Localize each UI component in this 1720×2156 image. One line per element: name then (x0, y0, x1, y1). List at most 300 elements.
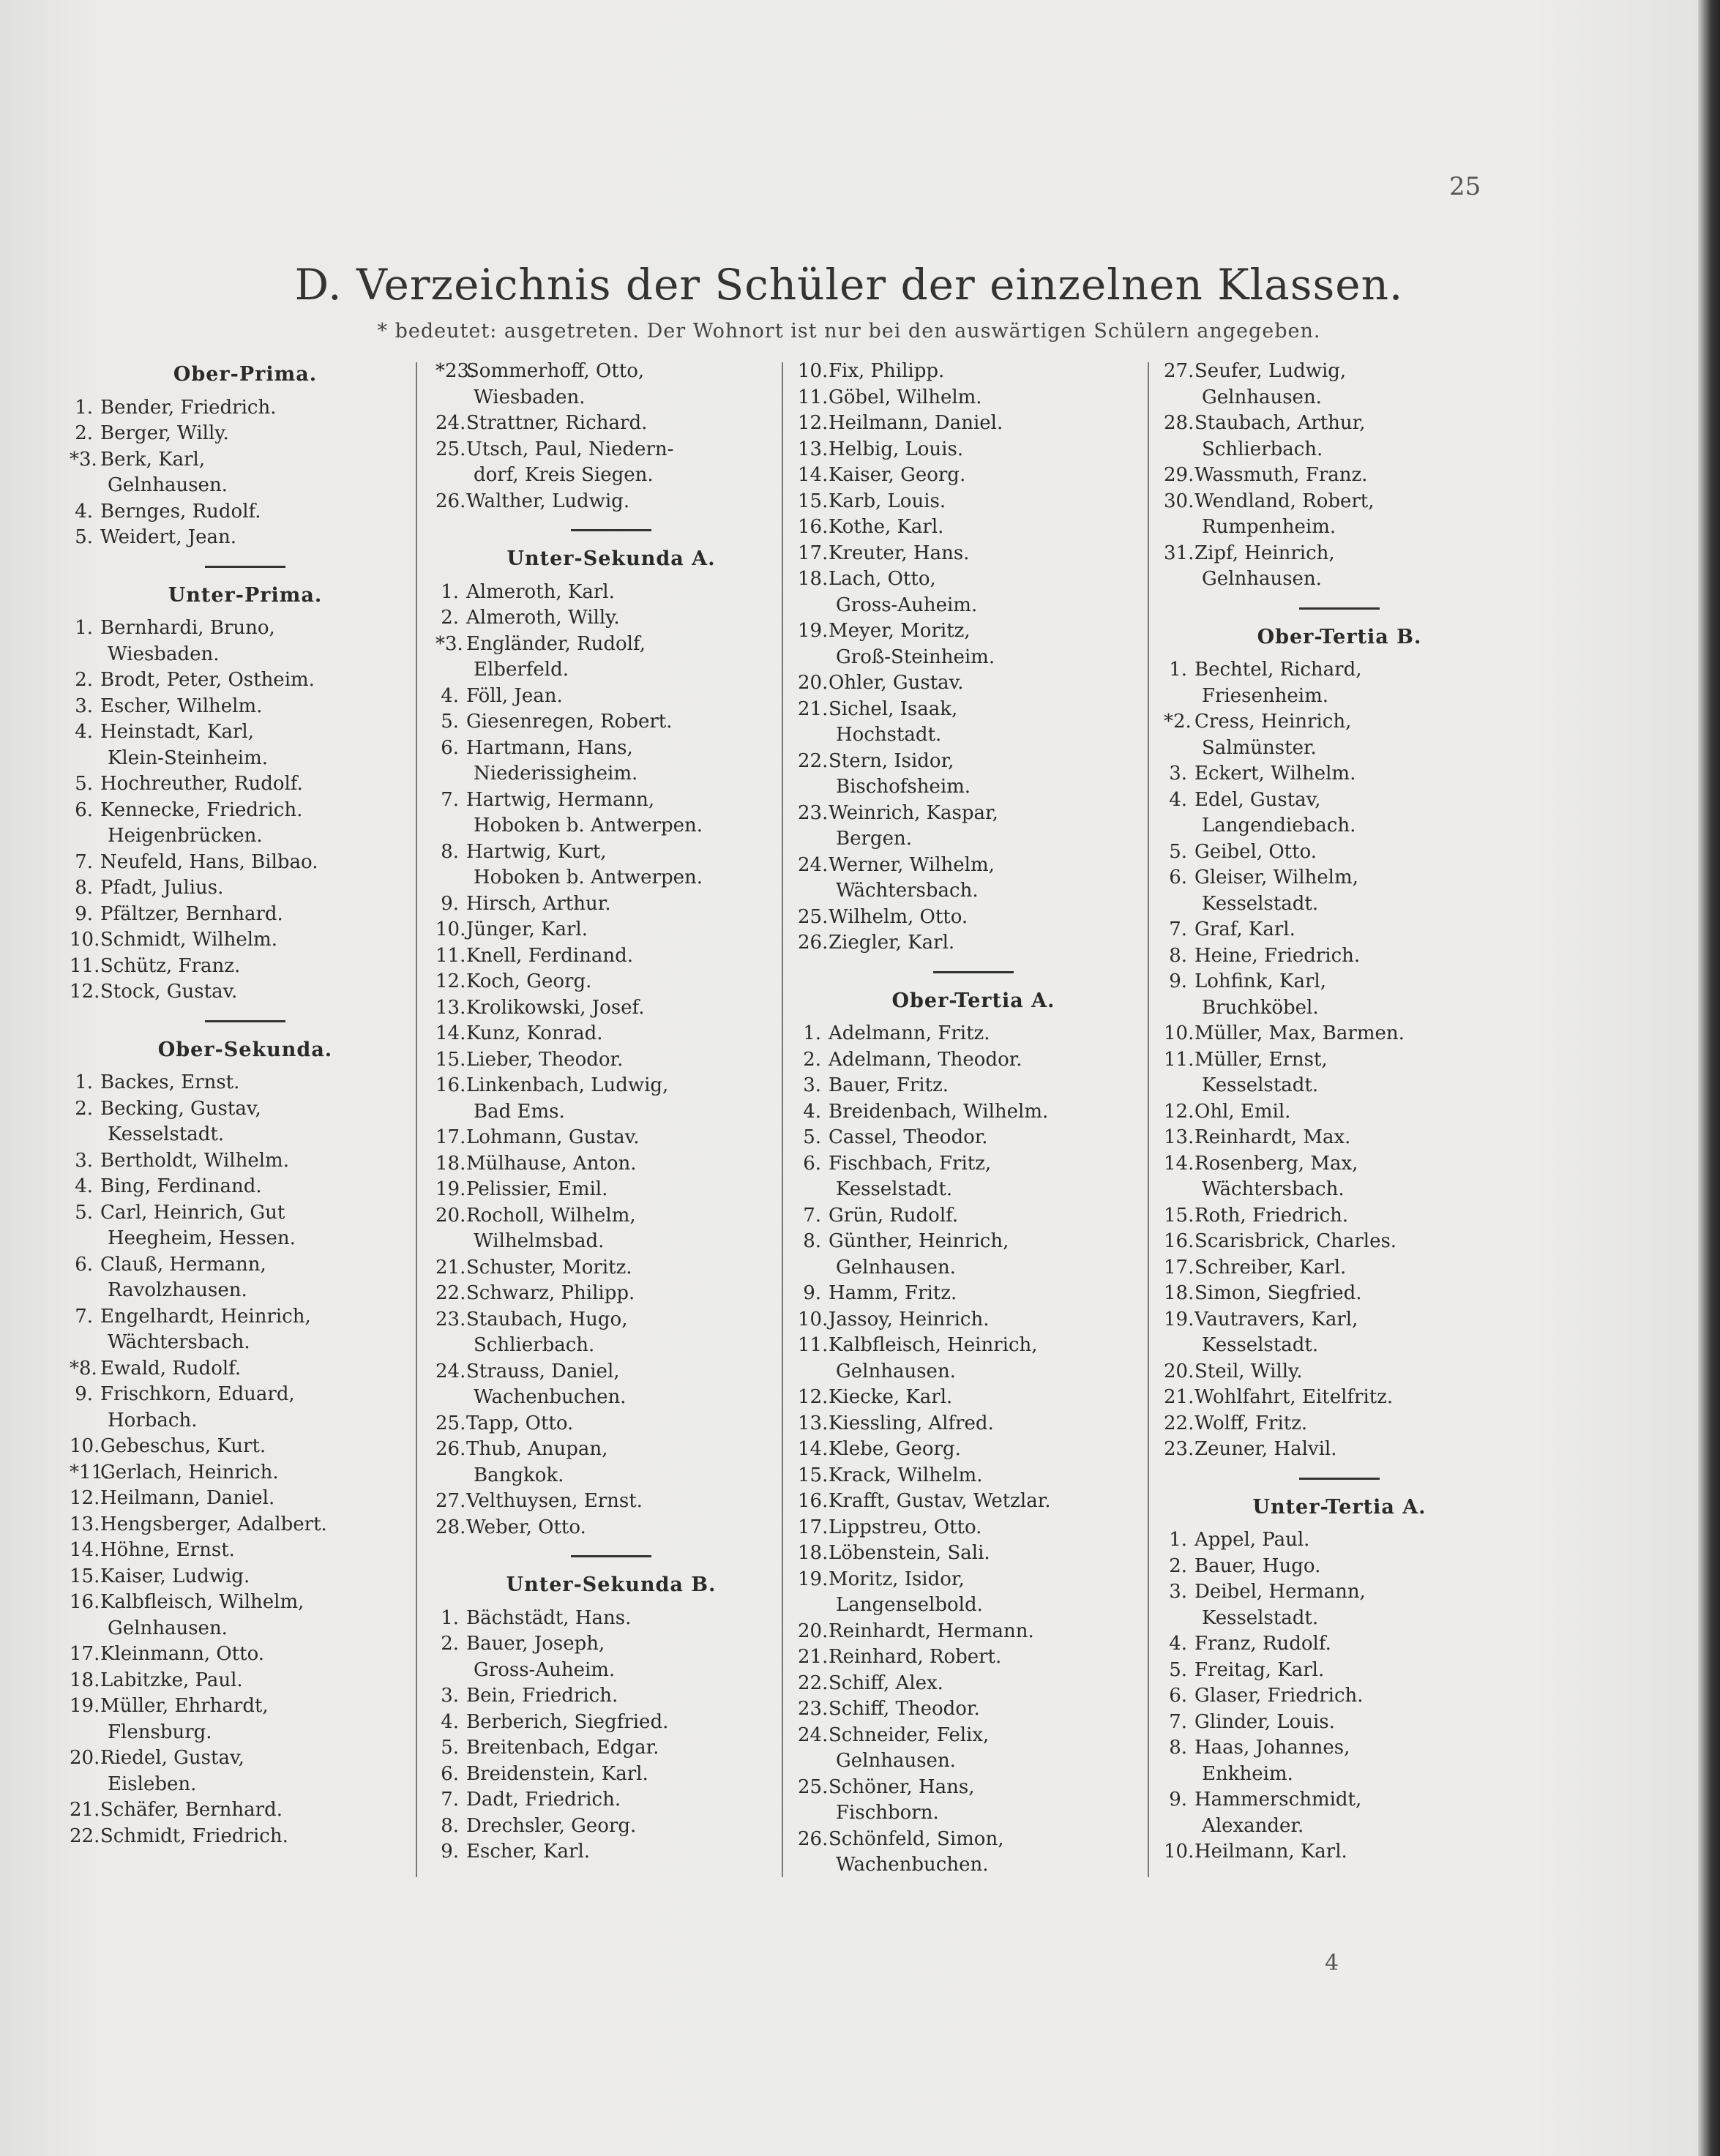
entry-number: *3. (435, 632, 463, 655)
student-name: Wendland, Robert, (1194, 490, 1375, 512)
student-entry (798, 697, 1149, 749)
student-entry (1164, 1437, 1515, 1463)
student-entry (1164, 1125, 1515, 1151)
student-entry (435, 1307, 787, 1359)
student-entry (70, 719, 421, 771)
entry-number: 14. (798, 1438, 829, 1460)
student-name: Wilhelm, Otto. (829, 905, 968, 928)
student-name: Weidert, Jean. (100, 526, 237, 548)
section-title: Unter-Prima. (168, 583, 323, 607)
class-section (70, 362, 421, 551)
student-residence: Fischborn. (836, 1802, 939, 1824)
entry-number: 5. (75, 526, 93, 548)
entry-number: 27. (435, 1490, 466, 1512)
student-entry (435, 969, 787, 995)
entry-number: 7. (1169, 1710, 1187, 1733)
student-name: Thub, Anupan, (466, 1438, 608, 1460)
student-name: Strauss, Daniel, (466, 1360, 620, 1382)
section-title: Ober-Tertia A. (891, 989, 1055, 1012)
student-name: Kalbfleisch, Heinrich, (829, 1334, 1038, 1356)
entry-number: 14. (435, 1022, 466, 1044)
student-entry (70, 694, 421, 720)
student-entry (798, 1021, 1149, 1047)
entry-number: 16. (1164, 1230, 1194, 1252)
student-name: Kennecke, Friedrich. (100, 798, 303, 821)
entry-number: 21. (70, 1799, 100, 1821)
student-entry (70, 1824, 421, 1850)
student-name: Schreiber, Karl. (1194, 1256, 1347, 1279)
student-entry (435, 1813, 787, 1840)
entry-number: 25. (435, 1412, 466, 1434)
section-title: Unter-Tertia A. (1252, 1495, 1427, 1519)
entry-number: 19. (798, 620, 829, 642)
student-entry (435, 891, 787, 918)
student-entry (70, 1538, 421, 1564)
student-residence: Wächtersbach. (108, 1331, 250, 1353)
student-entry (70, 421, 421, 447)
student-entry (1164, 1047, 1515, 1099)
student-entry (798, 385, 1149, 411)
student-residence: Bangkok. (474, 1464, 564, 1486)
entry-number: 7. (75, 850, 93, 873)
student-entry (1164, 1787, 1515, 1839)
entry-number: 22. (435, 1282, 466, 1304)
page-edge (1698, 0, 1720, 2156)
student-name: Kaiser, Georg. (829, 464, 966, 486)
student-name: Sichel, Isaak, (829, 697, 958, 720)
entry-number: 14. (798, 464, 829, 486)
entry-number: 5. (441, 711, 459, 733)
student-entry (798, 463, 1149, 489)
student-residence: dorf, Kreis Siegen. (474, 464, 654, 486)
student-name: Bernges, Rudolf. (100, 500, 261, 523)
student-residence: Enkheim. (1202, 1762, 1293, 1785)
student-name: Reinhardt, Hermann. (829, 1620, 1034, 1642)
student-residence: Groß-Steinheim. (836, 645, 995, 668)
entry-number: 4. (441, 684, 459, 707)
student-entry (798, 1307, 1149, 1333)
entry-number: 2. (75, 422, 93, 444)
student-entry (798, 1047, 1149, 1074)
student-entry (1164, 761, 1515, 787)
student-name: Berberich, Siegfried. (466, 1710, 669, 1733)
column-3 (798, 359, 1149, 1893)
student-entry (798, 359, 1149, 385)
student-entry (1164, 411, 1515, 463)
entry-number: 9. (441, 892, 459, 915)
student-name: Adelmann, Theodor. (829, 1048, 1022, 1071)
student-entry (435, 437, 787, 489)
student-residence: Ravolzhausen. (108, 1279, 247, 1301)
student-name: Kalbfleisch, Wilhelm, (100, 1591, 304, 1613)
student-name: Heilmann, Daniel. (829, 412, 1003, 434)
student-name: Carl, Heinrich, Gut (100, 1201, 285, 1224)
student-entry (70, 525, 421, 551)
student-entry (1164, 1307, 1515, 1359)
student-name: Gebeschus, Kurt. (100, 1435, 266, 1457)
student-name: Kunz, Konrad. (466, 1022, 603, 1044)
student-entry (1164, 541, 1515, 593)
student-name: Riedel, Gustav, (100, 1747, 244, 1769)
entry-number: 10. (798, 1308, 829, 1330)
entry-number: 17. (798, 1516, 829, 1538)
student-name: Seufer, Ludwig, (1194, 360, 1347, 382)
student-entry (435, 489, 787, 515)
student-entry (70, 954, 421, 980)
entry-number: 20. (70, 1747, 100, 1769)
entry-number: 21. (435, 1256, 466, 1279)
entry-number: 1. (75, 617, 93, 639)
entry-number: 8. (441, 840, 459, 863)
student-entry (435, 1255, 787, 1281)
student-residence: Langenselbold. (836, 1594, 983, 1616)
entry-number: 3. (75, 1149, 93, 1172)
student-name: Ohler, Gustav. (829, 672, 964, 694)
entry-number: 27. (1164, 360, 1194, 382)
student-name: Schwarz, Philipp. (466, 1282, 635, 1304)
student-name: Günther, Heinrich, (829, 1230, 1009, 1252)
student-name: Wohlfahrt, Eitelfritz. (1194, 1386, 1394, 1408)
student-entry (70, 927, 421, 954)
student-residence: Gelnhausen. (108, 474, 228, 496)
student-name: Deibel, Hermann, (1194, 1581, 1366, 1603)
entry-number: 29. (1164, 464, 1194, 486)
entry-number: 15. (70, 1565, 100, 1587)
class-section (798, 359, 1149, 957)
student-entry (435, 580, 787, 606)
student-entry (435, 1762, 787, 1788)
entry-number: 10. (70, 929, 100, 951)
entry-number: 9. (441, 1841, 459, 1863)
student-entry (798, 853, 1149, 905)
student-residence: Wiesbaden. (474, 386, 586, 408)
student-name: Weber, Otto. (466, 1516, 586, 1538)
student-entry (1164, 1527, 1515, 1554)
entry-number: 18. (798, 568, 829, 590)
student-name: Müller, Max, Barmen. (1194, 1022, 1405, 1044)
entry-number: 16. (435, 1074, 466, 1096)
student-entry (70, 1512, 421, 1538)
class-section (435, 359, 787, 514)
student-name: Almeroth, Karl. (466, 580, 615, 603)
entry-number: 1. (441, 580, 459, 603)
student-name: Bauer, Joseph, (466, 1633, 605, 1655)
student-residence: Langendiebach. (1202, 815, 1356, 836)
entry-number: 23. (1164, 1438, 1194, 1460)
student-entry (435, 1021, 787, 1047)
entry-number: 28. (435, 1516, 466, 1538)
student-name: Bender, Friedrich. (100, 396, 277, 419)
entry-number: 1. (441, 1606, 459, 1629)
entry-number: 3. (1169, 1581, 1187, 1603)
entry-number: 16. (70, 1591, 100, 1613)
student-name: Kreuter, Hans. (829, 542, 970, 564)
student-residence: Wächtersbach. (836, 880, 979, 902)
student-name: Bechtel, Richard, (1194, 659, 1362, 681)
student-entry (798, 1099, 1149, 1126)
student-name: Jassoy, Heinrich. (829, 1308, 990, 1330)
student-name: Schönfeld, Simon, (829, 1827, 1004, 1850)
student-entry (798, 1775, 1149, 1827)
student-name: Tapp, Otto. (466, 1412, 574, 1434)
student-entry (435, 1437, 787, 1489)
student-name: Weinrich, Kaspar, (829, 801, 998, 824)
section-rule (1299, 1478, 1380, 1480)
student-entry (435, 1515, 787, 1541)
student-entry (70, 1486, 421, 1512)
student-name: Meyer, Moritz, (829, 620, 971, 642)
student-entry (435, 1151, 787, 1178)
entry-number: 18. (435, 1152, 466, 1175)
student-residence: Horbach. (108, 1409, 198, 1431)
entry-number: 13. (70, 1513, 100, 1535)
student-entry (798, 1203, 1149, 1229)
student-name: Heilmann, Karl. (1194, 1841, 1347, 1863)
entry-number: 2. (441, 1633, 459, 1655)
student-entry (798, 514, 1149, 541)
student-entry (70, 1174, 421, 1200)
student-entry (70, 1564, 421, 1590)
entry-number: 6. (441, 736, 459, 759)
student-entry (435, 1359, 787, 1411)
student-name: Schmidt, Friedrich. (100, 1824, 288, 1847)
entry-number: 8. (75, 877, 93, 899)
student-entry (70, 771, 421, 798)
section-title: Unter-Sekunda B. (506, 1573, 717, 1596)
student-name: Lohfink, Karl, (1194, 970, 1326, 992)
entry-number: 2. (1169, 1554, 1187, 1577)
student-entry (1164, 1710, 1515, 1736)
entry-number: 2. (75, 669, 93, 691)
student-name: Berk, Karl, (100, 448, 206, 471)
student-name: Walther, Ludwig. (466, 490, 630, 512)
student-name: Helbig, Louis. (829, 438, 964, 460)
student-residence: Flensburg. (108, 1721, 212, 1743)
student-name: Edel, Gustav, (1194, 788, 1321, 811)
student-entry (1164, 1579, 1515, 1631)
student-residence: Bergen. (836, 828, 912, 850)
student-name: Höhne, Ernst. (100, 1539, 235, 1561)
student-entry (798, 1385, 1149, 1411)
entry-number: 5. (1169, 840, 1187, 863)
entry-number: 1. (75, 396, 93, 419)
entry-number: 12. (70, 981, 100, 1003)
student-name: Backes, Ernst. (100, 1071, 240, 1093)
student-entry (435, 684, 787, 710)
entry-number: 12. (1164, 1100, 1194, 1123)
entry-number: 6. (1169, 1685, 1187, 1707)
student-name: Hochreuther, Rudolf. (100, 773, 303, 795)
student-name: Escher, Karl. (466, 1841, 591, 1863)
student-name: Reinhardt, Max. (1194, 1126, 1351, 1148)
student-name: Geibel, Otto. (1194, 840, 1317, 863)
student-entry (435, 1411, 787, 1437)
student-entry (435, 709, 787, 735)
entry-number: 10. (1164, 1841, 1194, 1863)
student-entry (435, 1606, 787, 1632)
student-entry (70, 798, 421, 850)
student-name: Engländer, Rudolf, (466, 632, 646, 655)
entry-number: 9. (75, 1383, 93, 1405)
student-entry (70, 499, 421, 525)
section-rule (571, 1555, 651, 1557)
student-entry (70, 1070, 421, 1096)
entry-number: 24. (798, 853, 829, 876)
student-name: Kaiser, Ludwig. (100, 1565, 250, 1587)
student-entry (798, 1281, 1149, 1307)
student-entry (435, 995, 787, 1022)
section-title: Ober-Tertia B. (1257, 625, 1422, 648)
student-name: Ohl, Emil. (1194, 1100, 1291, 1123)
entry-number: 5. (1169, 1658, 1187, 1681)
student-entry (798, 1567, 1149, 1619)
entry-number: 13. (435, 996, 466, 1019)
student-name: Cassel, Theodor. (829, 1126, 988, 1148)
entry-number: 28. (1164, 412, 1194, 434)
student-entry (435, 632, 787, 684)
page-title: D. Verzeichnis der Schüler der einzelnen Klassen. (294, 260, 1404, 310)
student-name: Schmidt, Wilhelm. (100, 929, 277, 951)
student-name: Scarisbrick, Charles. (1194, 1230, 1397, 1252)
entry-number: 16. (798, 1490, 829, 1512)
class-section (1164, 359, 1515, 593)
student-name: Lieber, Theodor. (466, 1048, 624, 1071)
student-entry (70, 875, 421, 902)
entry-number: 25. (435, 438, 466, 460)
entry-number: 3. (1169, 763, 1187, 785)
student-entry (70, 447, 421, 499)
page-subtitle: * bedeutet: ausgetreten. Der Wohnort ist nur bei den auswärtigen Schülern angegeben. (377, 320, 1321, 343)
student-name: Haas, Johannes, (1194, 1737, 1350, 1759)
student-entry (798, 618, 1149, 670)
student-name: Heilmann, Daniel. (100, 1487, 275, 1509)
student-entry (798, 1723, 1149, 1775)
student-residence: Klein-Steinheim. (108, 746, 269, 769)
student-name: Wassmuth, Franz. (1194, 464, 1368, 486)
student-entry (798, 1541, 1149, 1567)
student-name: Zeuner, Halvil. (1194, 1438, 1337, 1460)
student-residence: Gelnhausen. (836, 1256, 956, 1279)
student-name: Graf, Karl. (1194, 918, 1295, 940)
student-entry (70, 1304, 421, 1356)
student-name: Müller, Ernst, (1194, 1048, 1328, 1071)
student-entry (798, 489, 1149, 515)
entry-number: 22. (798, 1672, 829, 1694)
entry-number: 6. (75, 798, 93, 821)
student-entry (1164, 1683, 1515, 1710)
section-title: Ober-Prima. (173, 363, 318, 386)
column-1 (70, 359, 421, 1864)
entry-number: 20. (798, 1620, 829, 1642)
entry-number: 8. (1169, 944, 1187, 967)
student-entry (798, 1489, 1149, 1515)
student-entry (435, 1683, 787, 1710)
student-name: Brodt, Peter, Ostheim. (100, 669, 315, 691)
entry-number: 4. (75, 721, 93, 743)
entry-number: 21. (1164, 1386, 1194, 1408)
entry-number: 31. (1164, 542, 1194, 564)
student-entry (70, 667, 421, 694)
student-name: Schneider, Felix, (829, 1723, 990, 1746)
entry-number: 12. (798, 412, 829, 434)
entry-number: *8. (70, 1357, 97, 1380)
student-entry (1164, 839, 1515, 866)
student-entry (435, 411, 787, 437)
student-entry (798, 1644, 1149, 1671)
entry-number: 5. (75, 1201, 93, 1224)
entry-number: 11. (798, 1334, 829, 1356)
student-residence: Salmünster. (1202, 736, 1317, 759)
entry-number: 24. (435, 412, 466, 434)
student-name: Appel, Paul. (1194, 1529, 1310, 1551)
entry-number: 14. (70, 1539, 100, 1561)
student-residence: Gross-Auheim. (836, 594, 978, 616)
student-name: Karb, Louis. (829, 490, 946, 512)
entry-number: 9. (1169, 970, 1187, 992)
section-rule (933, 971, 1014, 973)
student-name: Moritz, Isidor, (829, 1568, 965, 1590)
student-entry (70, 1668, 421, 1694)
student-entry (70, 1382, 421, 1434)
student-entry (1164, 1255, 1515, 1281)
entry-number: 3. (441, 1685, 459, 1707)
student-name: Hartwig, Hermann, (466, 788, 655, 811)
student-entry (435, 605, 787, 632)
student-name: Kleinmann, Otto. (100, 1643, 265, 1665)
class-section (1164, 624, 1515, 1463)
student-name: Escher, Wilhelm. (100, 695, 263, 717)
student-entry (798, 1827, 1149, 1879)
student-name: Schiff, Alex. (829, 1672, 943, 1694)
student-name: Lach, Otto, (829, 568, 936, 590)
student-name: Freitag, Karl. (1194, 1658, 1325, 1681)
student-entry (798, 411, 1149, 437)
class-section (798, 988, 1149, 1879)
student-name: Breidenstein, Karl. (466, 1762, 648, 1785)
student-name: Clauß, Hermann, (100, 1253, 266, 1276)
student-residence: Kesselstadt. (108, 1123, 225, 1145)
entry-number: 5. (441, 1737, 459, 1759)
student-entry (798, 1411, 1149, 1437)
entry-number: 8. (803, 1230, 821, 1252)
student-entry (798, 1619, 1149, 1645)
student-name: Becking, Gustav, (100, 1097, 261, 1120)
entry-number: 13. (798, 1412, 829, 1434)
entry-number: 5. (803, 1126, 821, 1148)
student-name: Staubach, Hugo, (466, 1308, 628, 1330)
student-residence: Hochstadt. (836, 724, 942, 746)
student-name: Rosenberg, Max, (1194, 1152, 1358, 1175)
student-residence: Heegheim, Hessen. (108, 1227, 296, 1249)
entry-number: 23. (435, 1308, 466, 1330)
class-section (70, 583, 421, 1006)
entry-number: 3. (803, 1074, 821, 1096)
student-name: Stock, Gustav. (100, 981, 238, 1003)
entry-number: 17. (1164, 1256, 1194, 1279)
student-name: Rocholl, Wilhelm, (466, 1204, 636, 1227)
student-entry (1164, 1658, 1515, 1684)
entry-number: 23. (798, 1698, 829, 1720)
student-entry (798, 1333, 1149, 1385)
student-name: Drechsler, Georg. (466, 1814, 637, 1837)
entry-number: 12. (798, 1386, 829, 1408)
student-entry (435, 1710, 787, 1736)
section-rule (1299, 607, 1380, 610)
student-name: Hartwig, Kurt, (466, 840, 607, 863)
student-name: Gleiser, Wilhelm, (1194, 866, 1358, 888)
student-entry (1164, 489, 1515, 541)
student-name: Löbenstein, Sali. (829, 1542, 990, 1564)
